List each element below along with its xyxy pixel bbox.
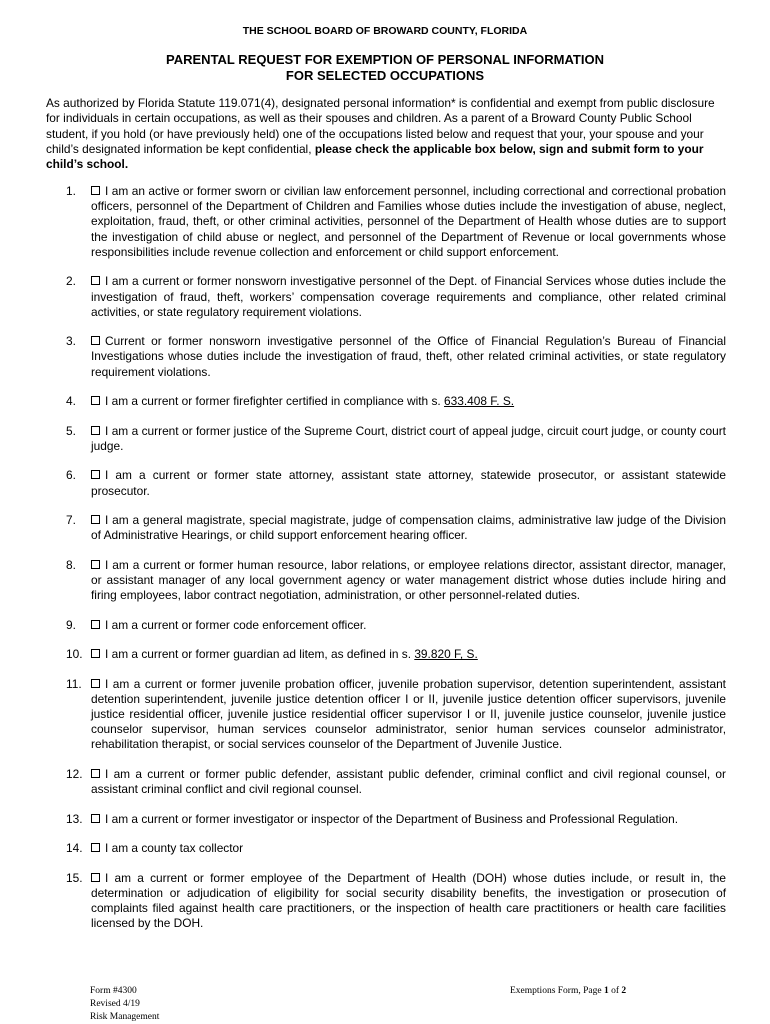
item-number: 5. [66,423,76,438]
item-text: I am a current or former human resource, labor relations, or employee relations director, assistant director, manager, or assistant manager of any local government agency or water management district whose duties include hiring and firing employees, labor contract negotiation, administration, or other personnel-related duties. [91,557,726,603]
item-number: 12. [66,766,83,781]
item-number: 10. [66,647,83,662]
occupation-item [46,871,726,932]
occupation-item [46,184,726,260]
occupation-item [46,558,726,604]
occupation-item [46,334,726,380]
exemption-checkbox[interactable] [91,560,100,569]
item-number: 6. [66,468,76,483]
occupation-item [46,647,726,662]
occupation-item [46,424,726,454]
exemption-checkbox[interactable] [91,620,100,629]
item-number: 4. [66,394,76,409]
exemption-checkbox[interactable] [91,276,100,285]
revision-date: Revised 4/19 [90,999,140,1009]
page-total: 2 [621,986,627,996]
exemption-checkbox[interactable] [91,396,100,405]
item-number: 13. [66,811,83,826]
form-number: Form #4300 [90,986,137,996]
item-text: I am a current or former public defender, assistant public defender, criminal conflict and civil regional counsel, or assistant criminal conflict and civil regional counsel. [91,766,726,797]
form-title-line-1: PARENTAL REQUEST FOR EXEMPTION OF PERSONAL INFORMATION [166,52,604,67]
page-current: 1 [603,986,609,996]
item-text: I am a current or former guardian ad litem, as defined in s. [105,647,415,662]
item-text: I am a current or former nonsworn investigative personnel of the Dept. of Financial Services whose duties include the investigation of fraud, theft, workers’ compensation coverage requirements and compliance, other related criminal activities, or state regulatory requirement violations. [91,274,726,319]
intro-text: As authorized by Florida Statute 119.071(4), designated personal information* is confidential and exempt from public disclosure for individuals in certain occupations, as well as their spouses and children. As a parent of a Broward County Public School student, if you hold (or have previously held) one of the occupations listed below and request that your, your spouse and your child’s designated information be kept confidential, [46,96,715,156]
exemption-checkbox[interactable] [91,336,100,345]
page-label: Exemptions Form, Page [510,986,604,996]
item-text: I am a current or former firefighter certified in compliance with s. [105,394,445,409]
occupation-item [46,394,726,409]
occupation-item [46,812,726,827]
item-number: 1. [66,184,76,198]
intro-instruction: please check the applicable box below, sign and submit form to your child’s school. [46,141,704,172]
statute-reference: 633.408 F. S. [444,394,515,409]
item-text: Current or former nonsworn investigative personnel of the Office of Financial Regulation’s Bureau of Financial Investigations whose duties include the investigation of fraud, theft, other related criminal activities, or state regulatory requirement violations. [91,334,726,379]
occupation-item [46,274,726,320]
exemption-checkbox[interactable] [91,769,100,778]
exemption-checkbox[interactable] [91,426,100,435]
occupation-item [46,618,726,633]
item-number: 11. [66,676,82,691]
item-text: I am a general magistrate, special magistrate, judge of compensation claims, administrative law judge of the Division of Administrative Hearings, or child support enforcement hearing officer. [91,513,726,543]
board-title: THE SCHOOL BOARD OF BROWARD COUNTY, FLORIDA [242,25,528,37]
item-text: I am a current or former employee of the Department of Health (DOH) whose duties include, or result in, the determination or adjudication of eligibility for social security disability benefits, the investigation or prosecution of complaints filed against health care practitioners, or the inspection of health care practitioners or health care facilities licensed by the DOH. [91,870,726,931]
form-title [0,52,770,84]
item-number: 15. [66,870,83,885]
item-number: 9. [66,617,76,632]
exemption-checkbox[interactable] [91,515,100,524]
item-text: I am a county tax collector [105,841,244,856]
exemption-checkbox[interactable] [91,814,100,823]
item-number: 14. [66,841,83,856]
statute-reference: 39.820 F, S. [414,647,478,662]
exemption-checkbox[interactable] [91,470,100,479]
intro-paragraph [46,96,726,172]
occupation-item [46,677,726,753]
occupation-item [46,513,726,543]
exemption-checkbox[interactable] [91,649,100,658]
form-title-line-2: FOR SELECTED OCCUPATIONS [285,68,485,83]
exemption-checkbox[interactable] [91,679,100,688]
item-text: I am a current or former investigator or inspector of the Department of Business and Professional Regulation. [105,811,679,826]
occupation-item [46,841,726,856]
exemption-checkbox[interactable] [91,186,100,195]
item-text: I am a current or former juvenile probation officer, juvenile probation supervisor, detention superintendent, assistant detention superintendent, juvenile justice detention officer I or II, juvenile justice detention officer supervisors, juvenile justice residential officer, juvenile justice residential officer supervisor I or II, juvenile justice counselor, juvenile justice counselor supervisor, human services counselor administrator, senior human services counselor administrator, rehabilitation therapist, or social services counselor of the Department of Juvenile Justice. [91,676,726,752]
item-text: I am a current or former state attorney, assistant state attorney, statewide prosecutor, or assistant statewide prosecutor. [91,468,726,498]
page-indicator [510,985,626,998]
item-number: 3. [66,334,76,349]
footer-form-info [90,985,159,1024]
item-number: 2. [66,274,76,289]
item-text: I am a current or former code enforcement officer. [105,617,367,632]
exemption-checkbox[interactable] [91,873,100,882]
occupation-item [46,767,726,797]
item-number: 7. [66,513,76,528]
item-text: I am an active or former sworn or civilian law enforcement personnel, including correctional and correctional probation officers, personnel of the Department of Children and Families whose duties include the investigation of abuse, neglect, exploitation, fraud, theft, or other criminal activities, personnel of the Department of Health whose duties are to support the investigation of child abuse or neglect, and personnel of the Department of Revenue or local governments whose responsibilities include revenue collection and enforcement or child support enforcement. [91,184,726,259]
exemption-checkbox[interactable] [91,843,100,852]
page-of-label: of [608,986,622,996]
item-number: 8. [66,557,76,572]
occupation-item [46,468,726,498]
department-name: Risk Management [90,1012,160,1022]
item-text: I am a current or former justice of the Supreme Court, district court of appeal judge, circuit court judge, or county court judge. [91,423,726,453]
occupation-list [46,184,726,946]
